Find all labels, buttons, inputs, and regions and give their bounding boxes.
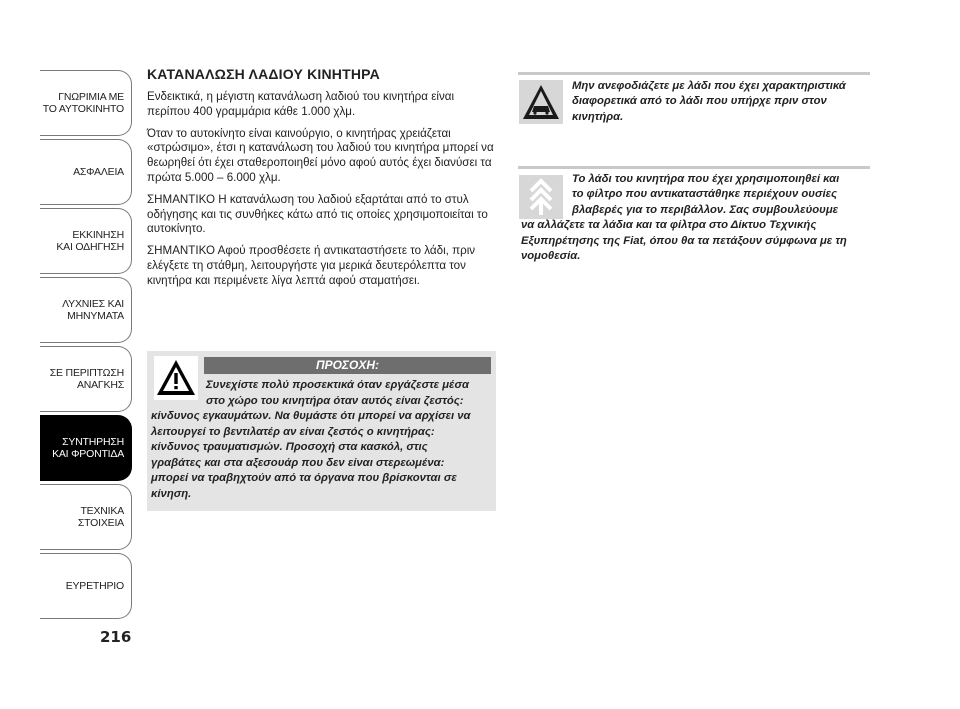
tab-label: ΤΟ ΑΥΤΟΚΙΝΗΤΟ (42, 103, 124, 115)
tab-label: ΑΣΦΑΛΕΙΑ (73, 166, 124, 178)
tab-label: ΣΥΝΤΗΡΗΣΗ (62, 436, 124, 448)
tab-starting-driving[interactable] (40, 208, 132, 274)
car-oil-icon (519, 80, 563, 124)
warning-box (147, 351, 496, 511)
tab-label: ΚΑΙ ΦΡΟΝΤΙΔΑ (52, 448, 124, 460)
warning-text (151, 378, 493, 502)
tab-label: ΕΚΚΙΝΗΣΗ (72, 229, 124, 241)
paragraph: ΣΗΜΑΝΤΙΚΟ Η κατανάλωση του λαδιού εξαρτάται από το στυλ οδήγησης και τις συνθήκες κάτω από τις οποίες χρησιμοποιείται το αυτοκίνητο. (147, 192, 488, 236)
note-line: Εξυπηρέτησης της Fiat, όπου θα τα πετάξουν σύμφωνα με τη (521, 234, 847, 247)
tab-label: ΜΗΝΥΜΑΤΑ (67, 310, 124, 322)
warning-line: στο χώρο του κινητήρα όταν αυτός είναι ζεστός: (206, 394, 464, 407)
tab-getting-to-know[interactable] (40, 70, 132, 136)
tab-label: ΣΤΟΙΧΕΙΑ (77, 517, 124, 529)
tab-technical-data[interactable] (40, 484, 132, 550)
tab-label: ΑΝΑΓΚΗΣ (76, 379, 124, 391)
note-line: διαφορετικά από το λάδι που υπήρχε πριν στον (572, 95, 827, 108)
warning-line: κίνδυνος τραυματισμών. Προσοχή στα κασκόλ, στις (151, 441, 428, 453)
tab-warning-lights[interactable] (40, 277, 132, 343)
tab-label: ΣΕ ΠΕΡΙΠΤΩΣΗ (49, 367, 124, 379)
divider (518, 166, 870, 169)
tab-label: ΛΥΧΝΙΕΣ ΚΑΙ (62, 298, 124, 310)
divider (518, 72, 870, 75)
tab-label: ΕΥΡΕΤΗΡΙΟ (65, 580, 124, 592)
warning-line: κίνδυνος εγκαυμάτων. Να θυμάστε ότι μπορεί να αρχίσει να (151, 410, 471, 422)
note-line: νομοθεσία. (521, 250, 581, 263)
warning-line: Συνεχίστε πολύ προσεκτικά όταν εργάζεστε μέσα (206, 379, 469, 391)
tab-label: ΚΑΙ ΟΔΗΓΗΣΗ (56, 241, 124, 253)
note-line: Το λάδι του κινητήρα που έχει χρησιμοποιηθεί και (572, 173, 840, 185)
page-number: 216 (100, 628, 132, 646)
note-line: κινητήρα. (572, 110, 624, 123)
note-line: βλαβερές για το περιβάλλον. Σας συμβουλεύουμε (572, 203, 839, 216)
warning-line: λειτουργεί το βεντιλατέρ αν είναι ζεστός ο κινητήρας: (151, 425, 435, 438)
tab-safety[interactable] (40, 139, 132, 205)
note-line: να αλλάζετε τα λάδια και τα φίλτρα στο Δίκτυο Τεχνικής (521, 219, 817, 232)
paragraph: Ενδεικτικά, η μέγιστη κατανάλωση λαδιού του κινητήρα είναι περίπου 400 γραμμάρια κάθε 1.000 χλμ. (147, 90, 455, 118)
warning-line: κίνηση. (151, 487, 192, 500)
warning-line: μπορεί να τραβηχτούν από τα όργανα που βρίσκονται σε (151, 472, 457, 484)
note-line: το φίλτρο που αντικαταστάθηκε περιέχουν ουσίες (572, 188, 838, 201)
note-oil (572, 79, 872, 125)
tab-index[interactable] (40, 553, 132, 619)
tab-label: ΓΝΩΡΙΜΙΑ ΜΕ (58, 91, 124, 103)
tab-label: ΤΕΧΝΙΚΑ (80, 505, 124, 517)
tab-emergency[interactable] (40, 346, 132, 412)
section-title: ΚΑΤΑΝΑΛΩΣΗ ΛΑΔΙΟΥ ΚΙΝΗΤΗΡΑ (147, 66, 380, 82)
paragraph: Όταν το αυτοκίνητο είναι καινούργιο, ο κινητήρας χρειάζεται «στρώσιμο», έτσι η κατανάλωση του λαδιού του κινητήρα μπορεί να θεωρηθεί ότι έχει σταθεροποιηθεί μόνο αφού αυτός έχει διανύσει τα πρώτα 5.000 – 6.000 χλμ. (147, 126, 494, 184)
tab-maintenance[interactable] (40, 415, 132, 481)
note-line: Μην ανεφοδιάζετε με λάδι που έχει χαρακτηριστικά (572, 80, 846, 92)
main-content (147, 66, 499, 296)
warning-header: ΠΡΟΣΟΧΗ: (204, 357, 491, 374)
warning-line: γραβάτες και στα αξεσουάρ που δεν είναι στερεωμένα: (151, 456, 445, 469)
paragraph: ΣΗΜΑΝΤΙΚΟ Αφού προσθέσετε ή αντικαταστήσετε το λάδι, πριν ελέγξετε τη στάθμη, λειτουργήστε για μερικά δευτερόλεπτα τον κινητήρα και περιμένετε λίγα λεπτά αφού σταματήσει. (147, 244, 476, 287)
note-environment (521, 172, 876, 264)
